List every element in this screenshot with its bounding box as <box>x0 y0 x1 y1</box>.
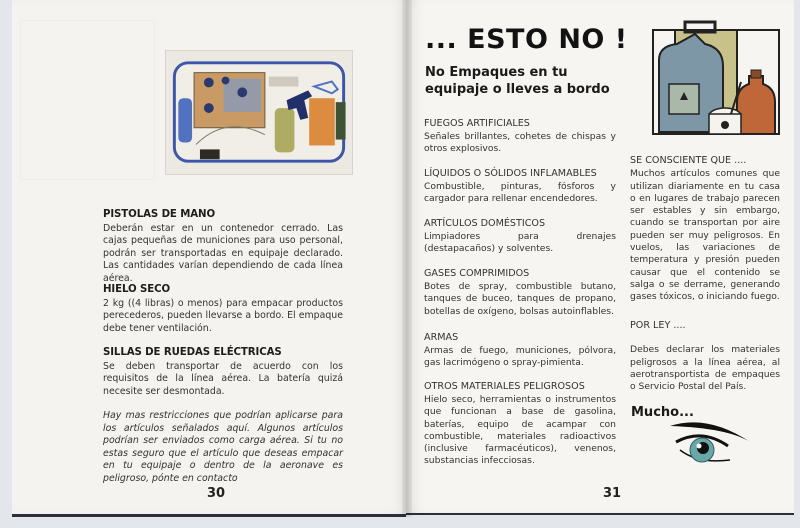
item-body: Limpiadores para drenajes (destapacaños) y solventes. <box>424 231 616 255</box>
item-flammables <box>424 168 616 206</box>
law-body: Debes declarar los materiales peligrosos a la línea aérea, al aerotransportista de empaques o Servicio Postal del País. <box>630 344 780 393</box>
chemical-bottles-icon <box>645 20 785 138</box>
item-weapons <box>424 332 616 370</box>
item-compressed-gases <box>424 268 616 318</box>
item-heading: FUEGOS ARTIFICIALES <box>424 118 530 129</box>
item-body: Señales brillantes, cohetes de chispas y otros explosivos. <box>424 131 616 155</box>
item-heading: GASES COMPRIMIDOS <box>424 268 530 279</box>
page-title: ... ESTO NO ! <box>425 24 628 55</box>
section-dry-ice <box>103 284 343 335</box>
section-handguns <box>103 209 343 286</box>
law-section <box>630 320 780 393</box>
restrictions-note <box>103 410 343 486</box>
page-number-right: 31 <box>603 486 622 501</box>
item-body: Botes de spray, combustible butano, tanques de buceo, tanques de propano, botellas de oxígeno, bolsas autoinflables. <box>424 281 616 317</box>
page-subtitle: No Empaques en tu equipaje o lleves a bordo <box>425 65 610 97</box>
item-body: Hielo seco, herramientas o instrumentos que funcionan a base de gasolina, baterías, equipo de acampar con combustible, materiales radioactivos (inclusive farmacéuticos), venenos, substancias infecciosas. <box>424 394 616 467</box>
show-through-ghost <box>20 20 155 180</box>
aware-section <box>630 155 780 304</box>
note-text: Hay mas restricciones que podrían aplicarse para los artículos señalados aquí. Algunos artículos podrían ser enviados como carga aérea. Si tu no estas seguro que el artículo que deseas empacar en tu equipaje o dentro de la aeronave es peligroso, pónte en contacto <box>103 410 343 484</box>
item-heading: OTROS MATERIALES PELIGROSOS <box>424 381 585 392</box>
item-body: Combustible, pinturas, fósforos y cargador para rellenar encendedores. <box>424 181 616 205</box>
section-electric-wheelchairs <box>103 347 343 398</box>
law-heading: POR LEY .... <box>630 320 686 331</box>
item-heading: ARMAS <box>424 332 459 343</box>
section-heading: PISTOLAS DE MANO <box>103 209 216 220</box>
item-heading: LÍQUIDOS O SÓLIDOS INFLAMABLES <box>424 168 597 179</box>
item-other-hazmat <box>424 381 616 467</box>
section-body: Se deben transportar de acuerdo con los requisitos de la línea aérea. La batería quizá necesite ser desmontada. <box>103 360 343 397</box>
closing-text: Mucho... <box>631 405 694 420</box>
section-body: Deberán estar en un contenedor cerrado. Las cajas pequeñas de municiones para uso personal, podrán ser transportadas en equipaje declarado. Las cantidades varían dependiendo de cada línea aérea. <box>103 222 343 284</box>
section-heading: HIELO SECO <box>103 284 171 295</box>
item-body: Armas de fuego, municiones, pólvora, gas lacrimógeno o spray-pimienta. <box>424 345 616 369</box>
book-spine <box>402 0 412 517</box>
xray-luggage-image <box>165 50 353 175</box>
section-body: 2 kg ((4 libras) o menos) para empacar productos perecederos, pueden llevarse a bordo. El empaque debe tener ventilación. <box>103 297 343 334</box>
item-household <box>424 218 616 256</box>
chemical-containers-image <box>645 20 785 138</box>
eye-icon <box>668 420 768 475</box>
page-number-left: 30 <box>207 486 226 501</box>
aware-body: Muchos artículos comunes que utilizan diariamente en tu casa o en lugares de trabajo parecen ser estables y sin embargo, cuando se transportan por aire pueden ser muy peligrosos. En vuelos, las variaciones de temperatura y presión pueden causar que el contenido se salga o se derrame, generando gases tóxicos, o iniciando fuego. <box>630 168 780 303</box>
item-heading: ARTÍCULOS DOMÉSTICOS <box>424 218 546 229</box>
section-heading: SILLAS DE RUEDAS ELÉCTRICAS <box>103 347 282 358</box>
aware-heading: SE CONSCIENTE QUE .... <box>630 155 747 166</box>
item-fireworks <box>424 118 616 156</box>
eye-illustration <box>668 420 768 475</box>
xray-luggage-icon <box>166 51 352 174</box>
